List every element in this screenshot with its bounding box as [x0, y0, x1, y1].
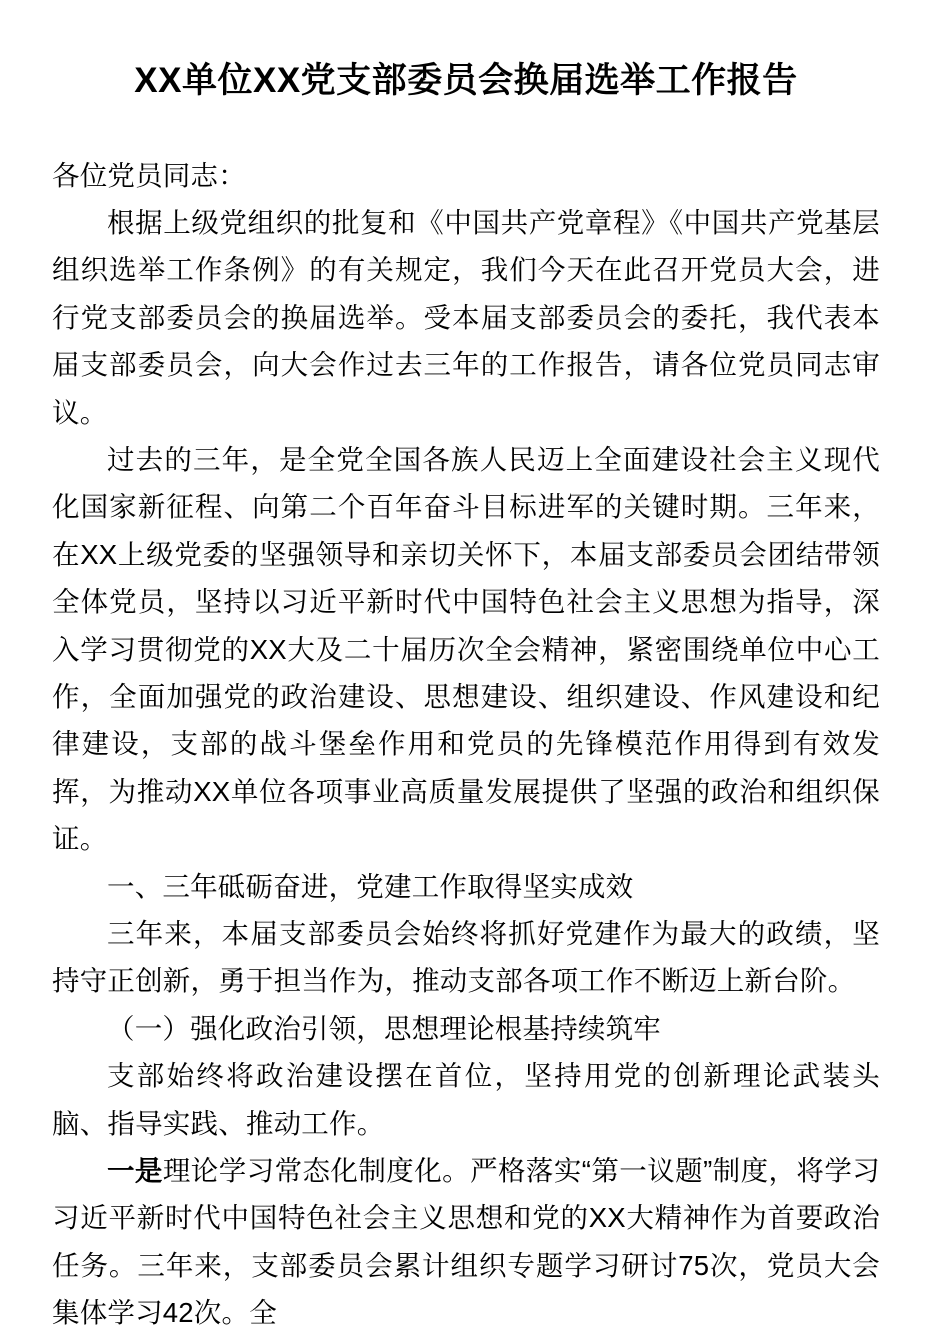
paragraph-study-lead-label: 一是	[107, 1155, 163, 1187]
paragraph-study-text: 理论学习常态化制度化。严格落实“第一议题”制度，将学习习近平新时代中国特色社会主义思想和党的XX大精神作为首要政治任务。三年来，支部委员会累计组织专题学习研讨75次，党员大会集体学习42次。全	[52, 1155, 880, 1329]
section-heading-one: 一、三年砥砺奋进，党建工作取得坚实成效	[107, 870, 634, 902]
subsection-heading-one: （一）强化政治引领，思想理论根基持续筑牢	[107, 1012, 661, 1044]
page-title: XX单位XX党支部委员会换届选举工作报告	[134, 61, 798, 100]
salutation-line: 各位党员同志：	[52, 159, 246, 191]
paragraph-basis: 根据上级党组织的批复和《中国共产党章程》《中国共产党基层组织选举工作条例》的有关规定，我们今天在此召开党员大会，进行党支部委员会的换届选举。受本届支部委员会的委托，我代表本届支部委员会，向大会作过去三年的工作报告，请各位党员同志审议。	[52, 206, 880, 428]
paragraph-political: 支部始终将政治建设摆在首位，坚持用党的创新理论武装头脑、指导实践、推动工作。	[52, 1060, 880, 1139]
document-body	[52, 0, 880, 1337]
paragraph-achievement: 三年来，本届支部委员会始终将抓好党建作为最大的政绩，坚持守正创新，勇于担当作为，推动支部各项工作不断迈上新台阶。	[52, 918, 880, 997]
paragraph-review: 过去的三年，是全党全国各族人民迈上全面建设社会主义现代化国家新征程、向第二个百年奋斗目标进军的关键时期。三年来，在XX上级党委的坚强领导和亲切关怀下，本届支部委员会团结带领全体党员，坚持以习近平新时代中国特色社会主义思想为指导，深入学习贯彻党的XX大及二十届历次全会精神，紧密围绕单位中心工作，全面加强党的政治建设、思想建设、组织建设、作风建设和纪律建设，支部的战斗堡垒作用和党员的先锋模范作用得到有效发挥，为推动XX单位各项事业高质量发展提供了坚强的政治和组织保证。	[52, 443, 880, 855]
paragraph-study	[52, 1147, 880, 1337]
